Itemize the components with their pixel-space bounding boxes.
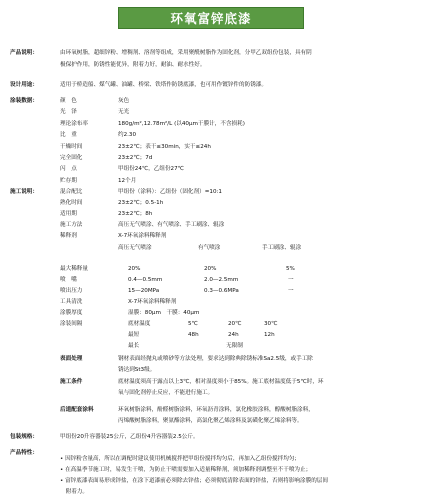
conditions-label: 施工条件	[60, 379, 83, 385]
features-line-4: 附着力。	[60, 489, 88, 495]
interval-key: 涂装间隔	[60, 321, 83, 327]
interval-min-20: 24h	[228, 332, 239, 338]
application-key: 施工方法	[60, 222, 83, 228]
coating-value: 无光	[118, 109, 130, 115]
max-dilution-key: 最大稀释量	[60, 266, 88, 272]
coating-key: 干燥时间	[60, 144, 83, 150]
nozzle-airless: 0.4—0.5mm	[128, 277, 163, 283]
coating-label: 涂装数据：	[10, 98, 38, 104]
coating-value: 约2.30	[118, 132, 137, 138]
interval-temp-5: 5℃	[188, 321, 198, 327]
coating-value: 甲组份24℃，乙组份27℃	[118, 166, 184, 172]
topcoat-label: 后道配套涂料	[60, 407, 94, 413]
coating-value: 180g/m²,12.78m²/L (以40μm干膜计，不含损耗)	[118, 121, 245, 127]
coating-key: 闪 点	[60, 166, 77, 172]
pressure-key: 喷出压力	[60, 288, 83, 294]
conditions-line-2: 氧与固化剂停止反应，不能进行施工。	[118, 390, 214, 396]
coating-value: 12个月	[118, 178, 137, 184]
product-desc-label: 产品说明：	[10, 50, 38, 56]
application-key: 熟化时间	[60, 200, 83, 206]
coating-key: 颜 色	[60, 98, 77, 104]
interval-min-label: 最短	[128, 332, 140, 338]
cleaning-key: 工具清洗	[60, 299, 83, 305]
interval-temp-20: 20℃	[228, 321, 242, 327]
coating-key: 光 泽	[60, 109, 77, 115]
features-line-3: • 富锌底漆表面易形成锌盐，在涂下道漆前必须除去锌盐；必须彻底清除表面的锌盐，否则将影响涂膜的层间	[60, 478, 328, 484]
product-desc-line-2: 极保护作用，防锈性能优异，附着力好，耐油、耐水性好。	[60, 62, 206, 68]
application-key: 混合配比	[60, 189, 83, 195]
topcoat-line-2: 丙烯酸树脂涂料，聚氨酯涂料，高氯化聚乙烯涂料及氯磺化聚乙烯涂料等。	[118, 418, 303, 424]
application-label: 施工说明：	[10, 189, 38, 195]
title-banner	[118, 7, 304, 29]
interval-substrate-temp-label: 底材温度	[128, 321, 151, 327]
interval-min-30: 12h	[264, 332, 275, 338]
method-col-airless: 高压无气喷涂	[118, 245, 152, 251]
interval-temp-30: 30℃	[264, 321, 278, 327]
packaging-text: 甲组份20升容器装25公斤，乙组份4升容器装2.5公斤。	[60, 434, 199, 440]
features-label: 产品特性：	[10, 450, 38, 456]
coating-value: 灰色	[118, 98, 130, 104]
surface-line-1: 钢材表面经抛丸或喷砂等方法处理，要求达到除典除锈标准Sa2.5级，或手工除	[118, 356, 313, 362]
film-value: 湿膜：80μm 干膜：40μm	[128, 310, 200, 316]
application-key: 稀释剂	[60, 233, 77, 239]
page-title: 环氧富锌底漆	[170, 11, 252, 26]
interval-min-5: 48h	[188, 332, 199, 338]
method-col-air: 有气喷涂	[198, 245, 221, 251]
coating-key: 完全固化	[60, 155, 83, 161]
design-use-label: 设计用途：	[10, 82, 38, 88]
interval-max-value: 无限制	[226, 343, 243, 349]
interval-max-label: 最长	[128, 343, 140, 349]
nozzle-air: 2.0—2.5mm	[204, 277, 239, 283]
product-desc-line-1: 由环氧树脂，超细锌粉、增稠剂、溶剂等组成，采用聚酰树脂作为固化剂，分甲乙双组份包装，具有阴	[60, 50, 312, 56]
packaging-label: 包装规格：	[10, 434, 38, 440]
cleaning-value: X-7环氧涂料稀释剂	[128, 299, 177, 305]
pressure-airless: 15—20MPa	[128, 288, 160, 294]
conditions-line-1: 底材温度须高于露点以上3℃，相对湿度须小于85%。施工底材温度低于5℃时，环	[118, 379, 324, 385]
application-key: 适用期	[60, 211, 77, 217]
coating-key: 理论涂布率	[60, 121, 88, 127]
coating-value: 23±2℃；表干≤30min，实干≤24h	[118, 144, 211, 150]
application-value: 甲组份（涂料）：乙组份（固化剂）=10:1	[118, 189, 222, 195]
application-value: X-7环氧涂料稀释剂	[118, 233, 167, 239]
coating-key: 比 重	[60, 132, 77, 138]
pressure-manual: 一	[288, 288, 294, 294]
film-key: 涂膜厚度	[60, 310, 83, 316]
nozzle-key: 喷 嘴	[60, 277, 77, 283]
topcoat-line-1: 环氧树脂涂料，酚醛树脂涂料，环氧沥青涂料，氯化橡胶涂料，醇酸树脂涂料，	[118, 407, 314, 413]
features-line-1: • 因锌粉含量高，所以在调配时建议使用机械搅拌把甲组份搅拌均匀后，再加入乙组份搅拌均匀；	[60, 456, 301, 462]
pressure-air: 0.3—0.6MPa	[204, 288, 239, 294]
application-value: 23±2℃；0.5-1h	[118, 200, 164, 206]
surface-label: 表面处理	[60, 356, 83, 362]
max-dilution-airless: 20%	[128, 266, 141, 272]
nozzle-manual: 一	[288, 277, 294, 283]
coating-key: 贮存期	[60, 178, 77, 184]
surface-line-2: 锈达到St3级。	[118, 367, 156, 373]
application-value: 高压无气喷涂、有气喷涂、手工刷涂、辊涂	[118, 222, 225, 228]
design-use-text: 适用于桥造船、煤气罐、油罐、桥梁、铁塔作防锈底漆，也可用作镀锌件的防锈漆。	[60, 82, 267, 88]
application-value: 23±2℃；8h	[118, 211, 153, 217]
coating-value: 23±2℃；7d	[118, 155, 153, 161]
method-col-manual: 手工刷涂、辊涂	[262, 245, 302, 251]
features-line-2: • 在高温季节施工时，易发生干喷，为防止干喷需要加入适量稀释剂，须加稀释剂调整至不干喷为止；	[60, 467, 312, 473]
max-dilution-air: 20%	[204, 266, 217, 272]
max-dilution-manual: 5%	[286, 266, 295, 272]
